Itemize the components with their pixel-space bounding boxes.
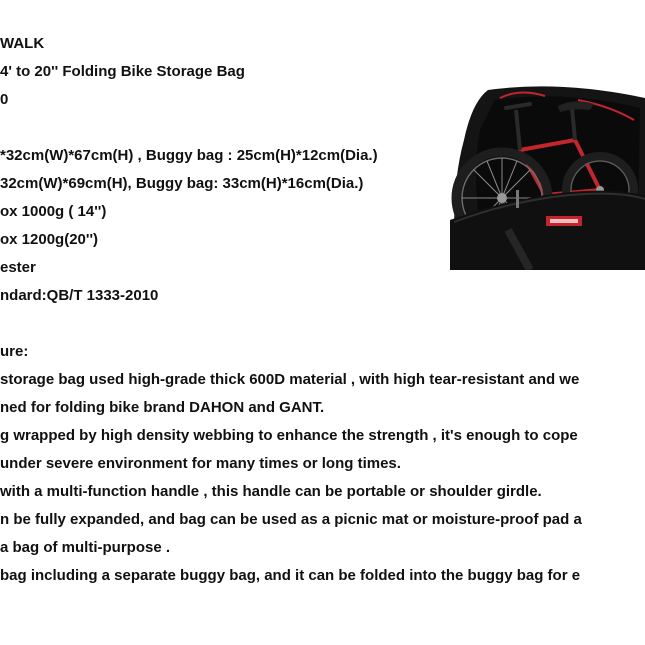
feature-line: n be fully expanded, and bag can be used as a picnic mat or moisture-proof pad a bbox=[0, 511, 582, 528]
weight-20-inch: ox 1200g(20'') bbox=[0, 231, 99, 248]
feature-line: storage bag used high-grade thick 600D material , with high tear-resistant and we bbox=[0, 371, 580, 388]
size-14-inch: *32cm(W)*67cm(H) , Buggy bag : 25cm(H)*12cm(Dia.) bbox=[0, 147, 378, 164]
feature-line: a bag of multi-purpose . bbox=[0, 539, 171, 556]
weight-14-inch: ox 1000g ( 14'') bbox=[0, 203, 107, 220]
model-number: 0 bbox=[0, 91, 9, 108]
feature-line: bag including a separate buggy bag, and it can be folded into the buggy bag for e bbox=[0, 567, 581, 584]
feature-line: g wrapped by high density webbing to enhance the strength , it's enough to cope bbox=[0, 427, 578, 444]
product-photo bbox=[450, 80, 645, 270]
feature-line: under severe environment for many times or long times. bbox=[0, 455, 401, 472]
brand-name: WALK bbox=[0, 35, 45, 52]
feature-line: ned for folding bike brand DAHON and GANT. bbox=[0, 399, 325, 416]
folding-bike-in-storage-bag-photo bbox=[450, 80, 645, 270]
standard: ndard:QB/T 1333-2010 bbox=[0, 287, 159, 304]
product-title: 4' to 20'' Folding Bike Storage Bag bbox=[0, 63, 245, 80]
material: ester bbox=[0, 259, 36, 276]
size-20-inch: 32cm(W)*69cm(H), Buggy bag: 33cm(H)*16cm(Dia.) bbox=[0, 175, 364, 192]
feature-heading: ure: bbox=[0, 343, 29, 360]
feature-line: with a multi-function handle , this handle can be portable or shoulder girdle. bbox=[0, 483, 542, 500]
